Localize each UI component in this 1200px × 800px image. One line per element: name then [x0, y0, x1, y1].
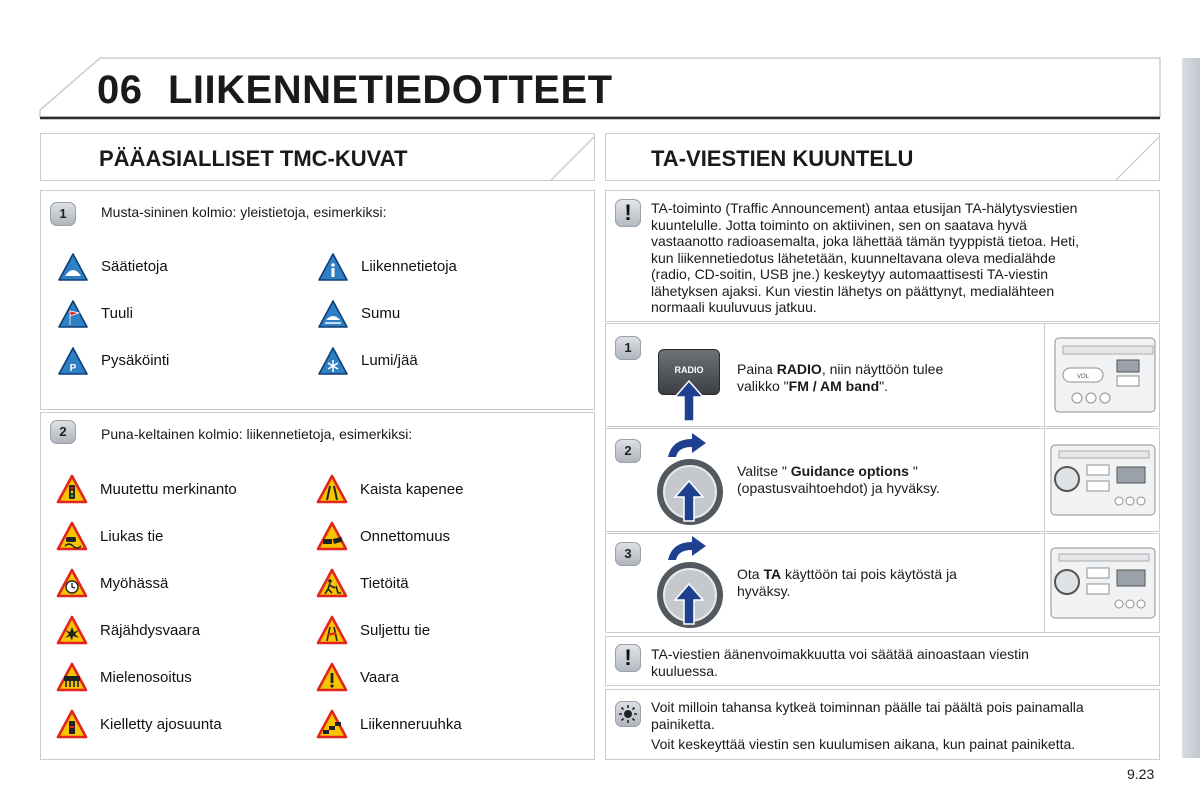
tmc-general-box: [40, 190, 595, 410]
tmc-label: Tietöitä: [360, 575, 409, 592]
tmc-label: Räjähdysvaara: [100, 622, 201, 639]
chapter-number: 06: [97, 68, 143, 112]
closed-road-icon: [316, 615, 348, 645]
svg-text:VOL: VOL: [1076, 374, 1090, 380]
step-badge: 2: [50, 420, 76, 444]
step-badge: 1: [50, 202, 76, 226]
step-1-text: Paina RADIO, niin näyttöön tulee valikko "FM / AM band".: [737, 361, 944, 394]
demonstration-icon: [56, 662, 88, 692]
warning-icon: !: [615, 199, 641, 227]
radio-button[interactable]: RADIO: [658, 349, 720, 395]
wind-icon: [57, 299, 89, 329]
knob-panel-illustration: [1044, 534, 1161, 632]
ta-tip-text: Voit milloin tahansa kytkeä toiminnan päälle tai päältä pois painamalla painiketta. Voit keskeyttää viestin sen kuulumisen aikana, kun painat painiketta.: [651, 699, 1084, 752]
no-entry-icon: [56, 709, 88, 739]
tmc-traffic-intro: Puna-keltainen kolmio: liikennetietoja, esimerkiksi:: [101, 426, 413, 442]
snow-icon: [317, 346, 349, 376]
parking-icon: [57, 346, 89, 376]
tmc-label: Liukas tie: [100, 528, 164, 545]
traffic-light-icon: [56, 474, 88, 504]
tmc-label: Onnettomuus: [360, 528, 451, 545]
ta-step-1: [605, 323, 1160, 427]
weather-icon: [57, 252, 89, 282]
danger-icon: [316, 662, 348, 692]
tmc-label: Suljettu tie: [360, 622, 431, 639]
chapter-title: LIIKENNETIEDOTTEET: [168, 68, 613, 112]
step-3-text: Ota TA käyttöön tai pois käytöstä ja hyväksy.: [737, 566, 957, 599]
clock-icon: [56, 568, 88, 598]
lane-narrows-icon: [316, 474, 348, 504]
press-arrow-icon: [673, 479, 705, 523]
press-arrow-icon: [673, 379, 705, 423]
section-title-tmc: PÄÄASIALLISET TMC-KUVAT: [40, 133, 595, 181]
ta-info-text: TA-toiminto (Traffic Announcement) antaa etusijan TA-hälytysviestien kuuntelulle. Jotta toiminto on aktiivinen, sen on saatava hyvä vastaanotto radioasemalta, joka lähettää tämän tyyppistä tietoa. Heti, kun liikennetiedotus lähetetään, kuunneltavana oleva medialähde (radio, CD-soitin, USB jne.) keskeytyy automaattisesti TA-viestin lähetyksen ajaksi. Kun viestin lähetys on päättynyt, medialähteen normaali kuuluvuus jatkuu.: [651, 200, 1080, 315]
step-badge: 3: [615, 542, 641, 566]
tmc-label: Kaista kapenee: [360, 481, 464, 498]
explosion-icon: [56, 615, 88, 645]
accident-icon: [316, 521, 348, 551]
ta-step-2: [605, 428, 1160, 532]
tmc-label: Vaara: [360, 669, 399, 686]
radio-panel-illustration: [1044, 324, 1161, 426]
tmc-label: Tuuli: [101, 305, 133, 322]
sun-tip-icon: [615, 701, 641, 727]
slippery-road-icon: [56, 521, 88, 551]
tmc-label: Liikenneruuhka: [360, 716, 462, 733]
step-badge: 2: [615, 439, 641, 463]
tmc-label: Mielenosoitus: [100, 669, 192, 686]
traffic-jam-icon: [316, 709, 348, 739]
step-badge: 1: [615, 336, 641, 360]
tmc-general-intro: Musta-sininen kolmio: yleistietoja, esimerkiksi:: [101, 204, 387, 220]
svg-text:P: P: [69, 363, 77, 374]
ta-volume-note: [605, 636, 1160, 686]
section-title-ta: TA-VIESTIEN KUUNTELU: [605, 133, 1160, 181]
press-arrow-icon: [673, 582, 705, 626]
chapter-side-tab: [1182, 58, 1200, 758]
tmc-label: Kielletty ajosuunta: [100, 716, 222, 733]
tmc-label: Muutettu merkinanto: [100, 481, 237, 498]
ta-info-box: [605, 190, 1160, 322]
warning-icon: !: [615, 644, 641, 672]
tmc-label: Liikennetietoja: [361, 258, 457, 275]
tmc-label: Sumu: [361, 305, 401, 322]
fog-icon: [317, 299, 349, 329]
ta-volume-text: TA-viestien äänenvoimakkuutta voi säätää ainoastaan viestin kuuluessa.: [651, 646, 1029, 679]
tmc-label: Lumi/jää: [361, 352, 418, 369]
knob-panel-illustration: [1044, 429, 1161, 531]
ta-step-3: [605, 533, 1160, 633]
tmc-label: Pysäköinti: [101, 352, 170, 369]
tmc-label: Säätietoja: [101, 258, 168, 275]
tmc-label: Myöhässä: [100, 575, 169, 592]
info-icon: [317, 252, 349, 282]
roadworks-icon: [316, 568, 348, 598]
page-number: 9.23: [1127, 766, 1155, 782]
step-2-text: Valitse " Guidance options " (opastusvaihtoehdot) ja hyväksy.: [737, 463, 940, 496]
ta-tip-box: [605, 689, 1160, 760]
